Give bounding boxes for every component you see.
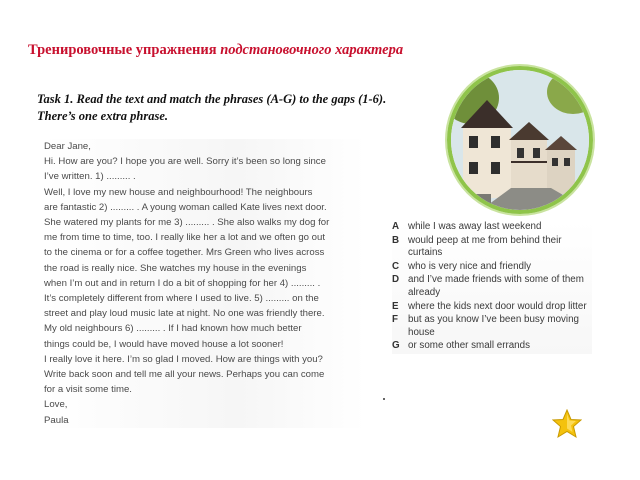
phrase-option xyxy=(392,235,592,260)
letter-line: me from time to time, too. I really like her a lot and we often go out xyxy=(44,232,326,244)
option-text: and I’ve made friends with some of them already xyxy=(408,274,584,298)
option-text: who is very nice and friendly xyxy=(408,260,532,272)
letter-line: are fantastic 2) ......... . A young woman called Kate lives next door. xyxy=(44,201,327,213)
slide-title-italic: подстановочного характера xyxy=(220,42,404,58)
option-letter: G xyxy=(392,340,400,352)
option-text: would peep at me from behind their curtains xyxy=(408,234,562,259)
task-line-2: There’s one extra phrase. xyxy=(37,109,169,123)
phrase-option xyxy=(392,301,592,314)
option-text: where the kids next door would drop litter xyxy=(408,300,587,312)
phrase-option xyxy=(392,340,592,353)
letter-line: for a visit some time. xyxy=(44,384,132,396)
letter-line: street and play loud music late at night. No one was friendly there. xyxy=(44,308,325,320)
phrase-option xyxy=(392,221,592,234)
slide-title-normal: Тренировочные упражнения xyxy=(28,42,221,58)
letter-line: Paula xyxy=(44,414,69,426)
letter-line: Write back soon and tell me all your news. Perhaps you can come xyxy=(44,369,325,381)
street-houses-photo xyxy=(447,66,593,214)
letter-line: It’s completely different from where I used to live. 5) ......... on the xyxy=(44,293,319,305)
letter-line: Hi. How are you? I hope you are well. Sorry it’s been so long since xyxy=(44,156,326,168)
letter-line: to the cinema or for a coffee together. Mrs Green who lives across xyxy=(44,247,325,259)
letter-line: I’ve written. 1) ......... . xyxy=(44,171,136,183)
option-letter: C xyxy=(392,260,400,272)
option-text: or some other small errands xyxy=(408,340,530,352)
letter-line: I really love it here. I’m so glad I moved. How are things with you? xyxy=(44,353,323,365)
option-letter: E xyxy=(392,300,399,312)
option-letter: A xyxy=(392,221,400,232)
phrase-options-list xyxy=(392,221,592,354)
phrase-option xyxy=(392,314,592,339)
slide-title xyxy=(28,42,403,59)
phrase-option xyxy=(392,274,592,299)
task-instruction xyxy=(37,91,437,125)
letter-line: She watered my plants for me 3) ......... . She also walks my dog for xyxy=(44,217,330,229)
letter-line: Love, xyxy=(44,399,68,411)
letter-line: the road is really nice. She watches my house in the evenings xyxy=(44,262,307,274)
option-letter: D xyxy=(392,274,400,286)
letter-line: Well, I love my new house and neighbourhood! The neighbours xyxy=(44,186,313,198)
phrase-option xyxy=(392,261,592,274)
letter-text xyxy=(44,139,366,428)
option-text: while I was away last weekend xyxy=(408,221,542,232)
task-line-1: Task 1. Read the text and match the phrases (A-G) to the gaps (1-6). xyxy=(37,92,387,106)
letter-line: My old neighbours 6) ......... . If I had known how much better xyxy=(44,323,302,335)
option-text: but as you know I’ve been busy moving house xyxy=(408,314,580,338)
option-letter: F xyxy=(392,314,398,326)
letter-line: when I’m out and in return I do a bit of shopping for her 4) ......... . xyxy=(44,277,321,289)
option-letter: B xyxy=(392,234,400,246)
dot-mark xyxy=(383,398,385,400)
letter-line: Dear Jane, xyxy=(44,141,91,152)
letter-line: things could be, I would have moved house a lot sooner! xyxy=(44,338,284,350)
star-icon[interactable] xyxy=(552,409,582,439)
